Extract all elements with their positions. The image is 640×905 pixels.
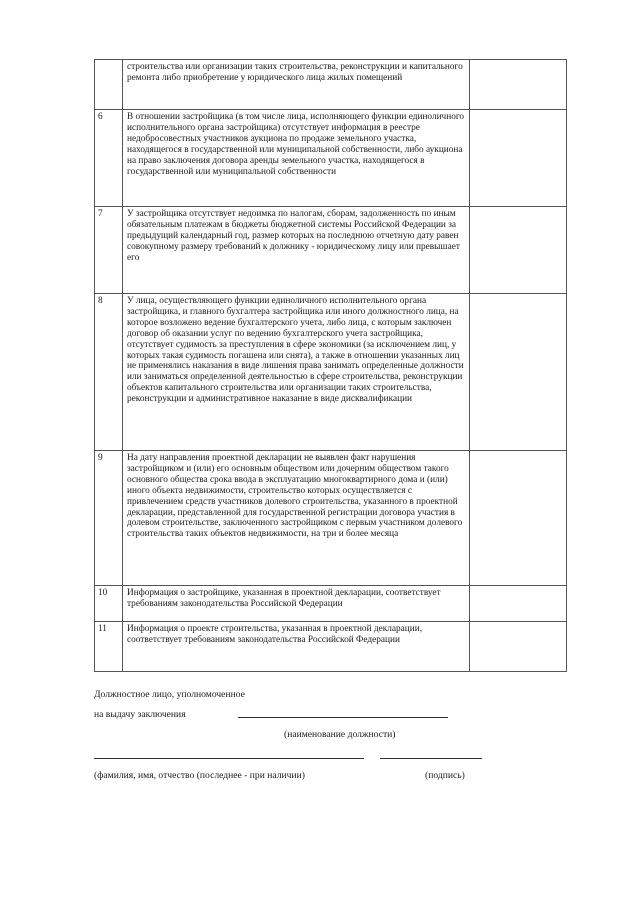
row-result-cell — [470, 451, 567, 586]
row-number: 9 — [95, 451, 123, 586]
row-result-cell — [470, 110, 567, 207]
table-row — [95, 451, 567, 586]
row-result-cell — [470, 294, 567, 451]
criteria-table — [94, 59, 567, 672]
row-number: 10 — [95, 586, 123, 622]
row-text: Информация о проекте строительства, указанная в проектной декларации, соответствует требованиям законодательства Российской Федерации — [123, 622, 470, 672]
row-number: 6 — [95, 110, 123, 207]
row-text: У застройщика отсутствует недоимка по налогам, сборам, задолженность по иным обязательным платежам в бюджеты бюджетной системы Российской Федерации за предыдущий календарный год, размер которых на последнюю отчетную дату равен совокупному размеру требований к должнику - юридическому лицу или превышает его — [123, 207, 470, 294]
signature-line — [380, 758, 482, 759]
row-number: 7 — [95, 207, 123, 294]
official-label: Должностное лицо, уполномоченное — [94, 689, 245, 700]
row-result-cell — [470, 622, 567, 672]
row-number: 11 — [95, 622, 123, 672]
name-line — [94, 758, 364, 759]
row-text: В отношении застройщика (в том числе лица, исполняющего функции единоличного исполнительного органа застройщика) отсутствует информация в реестре недобросовестных участников аукциона по продаже земельного участка, находящегося в государственной или муниципальной собственности, либо аукциона на право заключения договора аренды земельного участка, находящегося в государственной или муниципальной собственности — [123, 110, 470, 207]
table-row — [95, 207, 567, 294]
row-text: У лица, осуществляющего функции единоличного исполнительного органа застройщика, и главного бухгалтера застройщика или иного должностного лица, на которое возложено ведение бухгалтерского учета, либо лица, с которым заключен договор об оказании услуг по ведению бухгалтерского учета застройщика, отсутствует судимость за преступления в сфере экономики (за исключением лиц, у которых такая судимость погашена или снята), а также в отношении указанных лиц не применялись наказания в виде лишения права занимать определенные должности или заниматься определенной деятельностью в сфере строительства, реконструкции объектов капитального строительства или организации таких строительства, реконструкции и административное наказание в виде дисквалификации — [123, 294, 470, 451]
row-result-cell — [470, 207, 567, 294]
authority-label: на выдачу заключения — [94, 709, 186, 720]
table-row — [95, 60, 567, 110]
row-number — [95, 60, 123, 110]
row-number: 8 — [95, 294, 123, 451]
position-line — [238, 717, 448, 718]
row-text: строительства или организации таких строительства, реконструкции и капитального ремонта либо приобретение у юридического лица жилых помещений — [123, 60, 470, 110]
row-result-cell — [470, 586, 567, 622]
position-caption: (наименование должности) — [284, 729, 396, 740]
row-text: Информация о застройщике, указанная в проектной декларации, соответствует требованиям законодательства Российской Федерации — [123, 586, 470, 622]
table-row — [95, 622, 567, 672]
signature-caption: (подпись) — [425, 770, 465, 781]
table-row — [95, 586, 567, 622]
row-text: На дату направления проектной декларации не выявлен факт нарушения застройщиком и (или) его основным обществом или дочерним обществом такого основного общества срока ввода в эксплуатацию многоквартирного дома и (или) иного объекта недвижимости, строительство которых осуществляется с привлечением средств участников долевого строительства, указанного в проектной декларации, представленной для государственной регистрации договора участия в долевом строительстве, заключенного застройщиком с первым участником долевого строительства таких объектов недвижимости, на три и более месяца — [123, 451, 470, 586]
table-row — [95, 294, 567, 451]
table-row — [95, 110, 567, 207]
row-result-cell — [470, 60, 567, 110]
name-caption: (фамилия, имя, отчество (последнее - при наличии) — [94, 770, 305, 781]
